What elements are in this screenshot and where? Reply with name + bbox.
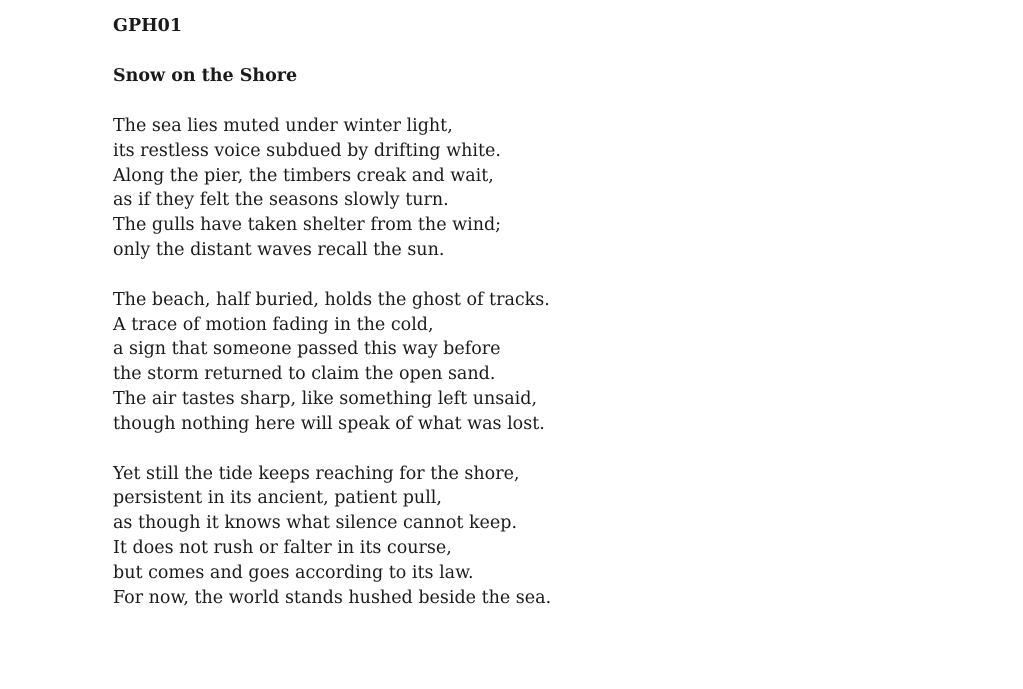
poem-line: For now, the world stands hushed beside the sea. [113, 587, 552, 608]
poem-line: A trace of motion fading in the cold, [113, 314, 434, 335]
poem-line: The air tastes sharp, like something left unsaid, [113, 388, 538, 409]
poem-line: The beach, half buried, holds the ghost of tracks. [113, 289, 550, 310]
stanza-1 [113, 114, 993, 263]
poem-line: a sign that someone passed this way before [113, 339, 501, 360]
poem-line: only the distant waves recall the sun. [113, 239, 445, 260]
poem-line: as if they felt the seasons slowly turn. [113, 190, 449, 211]
poem-line: The sea lies muted under winter light, [113, 116, 453, 136]
poem-title: Snow on the Shore [113, 66, 298, 86]
poem-line: though nothing here will speak of what was lost. [113, 413, 545, 434]
poem-line: its restless voice subdued by drifting white. [113, 140, 501, 161]
stanza-2 [113, 288, 993, 437]
document-id: GPH01 [113, 16, 182, 36]
poem-line: Along the pier, the timbers creak and wait, [113, 165, 494, 186]
poem-line: but comes and goes according to its law. [113, 562, 474, 583]
poem-line: persistent in its ancient, patient pull, [113, 488, 442, 509]
poem-line: It does not rush or falter in its course, [113, 537, 452, 558]
poem-body [113, 114, 993, 610]
document-page [113, 14, 993, 635]
poem-line: The gulls have taken shelter from the wind; [113, 215, 502, 236]
poem-line: Yet still the tide keeps reaching for the shore, [113, 463, 520, 484]
stanza-3 [113, 462, 993, 611]
poem-line: as though it knows what silence cannot keep. [113, 513, 518, 534]
poem-line: the storm returned to claim the open sand. [113, 364, 496, 385]
